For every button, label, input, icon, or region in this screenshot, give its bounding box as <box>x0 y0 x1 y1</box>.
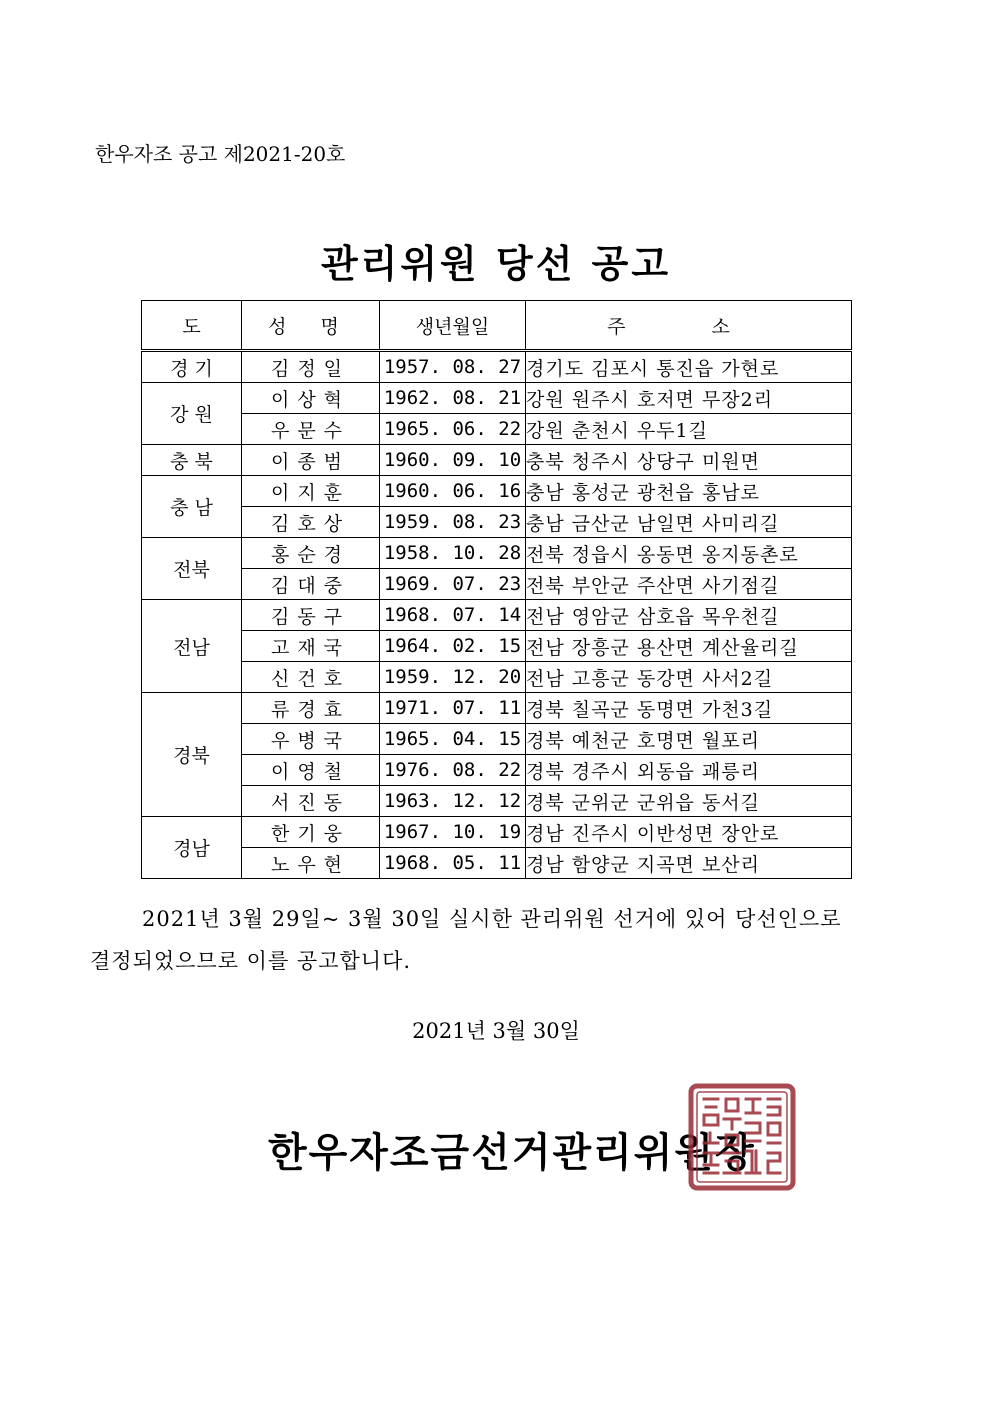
elected-members-table <box>141 300 852 879</box>
table-row <box>142 538 852 569</box>
notice-number: 한우자조 공고 제2021-20호 <box>95 142 346 166</box>
signer-title: 한우자조금선거관리위원장 <box>268 1129 756 1176</box>
page-title: 관리위원 당선 공고 <box>320 241 672 286</box>
header-address: 주 소 <box>526 301 852 351</box>
birthdate-cell: 1965. 06. 22 <box>380 414 526 445</box>
region-cell: 전북 <box>142 538 242 600</box>
birthdate-cell: 1960. 06. 16 <box>380 476 526 507</box>
name-cell: 홍순경 <box>242 538 380 569</box>
birthdate-cell: 1958. 10. 28 <box>380 538 526 569</box>
birthdate-cell: 1957. 08. 27 <box>380 351 526 383</box>
notice-body <box>90 898 910 982</box>
address-cell: 경남 함양군 지곡면 보산리 <box>526 848 852 879</box>
table-row <box>142 445 852 476</box>
name-cell: 김정일 <box>242 351 380 383</box>
birthdate-cell: 1976. 08. 22 <box>380 755 526 786</box>
address-cell: 경남 진주시 이반성면 장안로 <box>526 817 852 848</box>
header-birth: 생년월일 <box>380 301 526 351</box>
birthdate-cell: 1959. 08. 23 <box>380 507 526 538</box>
name-cell: 노우현 <box>242 848 380 879</box>
table-row <box>142 600 852 631</box>
name-cell: 이지훈 <box>242 476 380 507</box>
address-cell: 충남 금산군 남일면 사미리길 <box>526 507 852 538</box>
address-cell: 전남 고흥군 동강면 사서2길 <box>526 662 852 693</box>
name-cell: 김동구 <box>242 600 380 631</box>
region-cell: 충 남 <box>142 476 242 538</box>
table-row <box>142 631 852 662</box>
region-cell: 전남 <box>142 600 242 693</box>
name-cell: 우문수 <box>242 414 380 445</box>
table-row <box>142 786 852 817</box>
table-header-row <box>142 301 852 351</box>
name-cell: 이상혁 <box>242 383 380 414</box>
address-cell: 경기도 김포시 통진읍 가현로 <box>526 351 852 383</box>
table-row <box>142 817 852 848</box>
address-cell: 충남 홍성군 광천읍 홍남로 <box>526 476 852 507</box>
birthdate-cell: 1968. 05. 11 <box>380 848 526 879</box>
table-row <box>142 476 852 507</box>
birthdate-cell: 1959. 12. 20 <box>380 662 526 693</box>
region-cell: 경북 <box>142 693 242 817</box>
birthdate-cell: 1971. 07. 11 <box>380 693 526 724</box>
header-name: 성 명 <box>242 301 380 351</box>
table-row <box>142 693 852 724</box>
address-cell: 충북 청주시 상당구 미원면 <box>526 445 852 476</box>
region-cell: 경 기 <box>142 351 242 383</box>
birthdate-cell: 1962. 08. 21 <box>380 383 526 414</box>
region-cell: 강 원 <box>142 383 242 445</box>
name-cell: 우병국 <box>242 724 380 755</box>
notice-body-line-2: 결정되었으므로 이를 공고합니다. <box>90 949 412 973</box>
table-row <box>142 848 852 879</box>
address-cell: 경북 예천군 호명면 월포리 <box>526 724 852 755</box>
table-row <box>142 662 852 693</box>
name-cell: 김호상 <box>242 507 380 538</box>
table-row <box>142 351 852 383</box>
name-cell: 서진동 <box>242 786 380 817</box>
address-cell: 경북 군위군 군위읍 동서길 <box>526 786 852 817</box>
name-cell: 이영철 <box>242 755 380 786</box>
table-row <box>142 724 852 755</box>
birthdate-cell: 1963. 12. 12 <box>380 786 526 817</box>
address-cell: 전남 영암군 삼호읍 목우천길 <box>526 600 852 631</box>
birthdate-cell: 1967. 10. 19 <box>380 817 526 848</box>
region-cell: 충 북 <box>142 445 242 476</box>
table-row <box>142 414 852 445</box>
table-row <box>142 569 852 600</box>
table-row <box>142 755 852 786</box>
address-cell: 경북 칠곡군 동명면 가천3길 <box>526 693 852 724</box>
name-cell: 김대중 <box>242 569 380 600</box>
address-cell: 전북 정읍시 옹동면 옹지동촌로 <box>526 538 852 569</box>
address-cell: 전북 부안군 주산면 사기점길 <box>526 569 852 600</box>
table-row <box>142 383 852 414</box>
birthdate-cell: 1969. 07. 23 <box>380 569 526 600</box>
name-cell: 류경효 <box>242 693 380 724</box>
name-cell: 신건호 <box>242 662 380 693</box>
notice-body-line-1: 2021년 3월 29일~ 3월 30일 실시한 관리위원 선거에 있어 당선인으로 <box>142 907 842 931</box>
official-seal-stamp <box>688 1083 796 1191</box>
region-cell: 경남 <box>142 817 242 879</box>
address-cell: 전남 장흥군 용산면 계산율리길 <box>526 631 852 662</box>
header-region: 도 <box>142 301 242 351</box>
name-cell: 이종범 <box>242 445 380 476</box>
name-cell: 한기웅 <box>242 817 380 848</box>
address-cell: 강원 춘천시 우두1길 <box>526 414 852 445</box>
address-cell: 경북 경주시 외동읍 괘릉리 <box>526 755 852 786</box>
birthdate-cell: 1960. 09. 10 <box>380 445 526 476</box>
birthdate-cell: 1964. 02. 15 <box>380 631 526 662</box>
address-cell: 강원 원주시 호저면 무장2리 <box>526 383 852 414</box>
birthdate-cell: 1968. 07. 14 <box>380 600 526 631</box>
birthdate-cell: 1965. 04. 15 <box>380 724 526 755</box>
table-row <box>142 507 852 538</box>
name-cell: 고재국 <box>242 631 380 662</box>
notice-date: 2021년 3월 30일 <box>412 1019 580 1043</box>
